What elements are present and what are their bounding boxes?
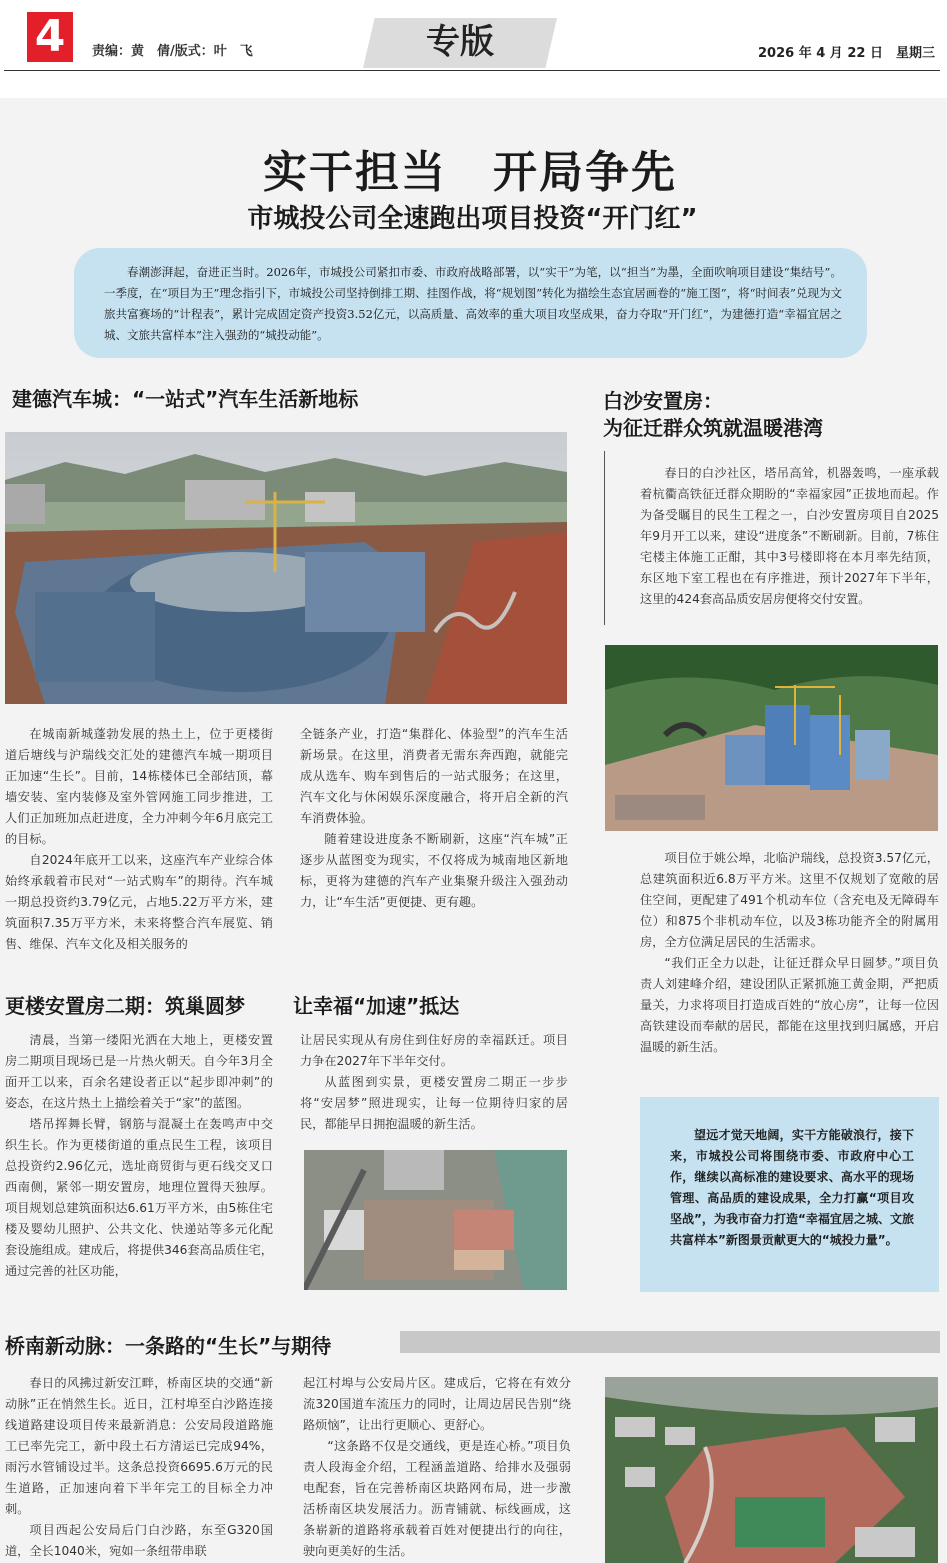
paragraph: 让居民实现从有房住到住好房的幸福跃迁。项目力争在2027年下半年交付。 [300, 1033, 568, 1068]
genglou-section-title: 更楼安置房二期：筑巢圆梦 [5, 994, 245, 1018]
baisha-paragraphs [640, 848, 939, 1058]
column-divider [604, 451, 605, 625]
jiande-section-title: 建德汽车城：“一站式”汽车生活新地标 [12, 387, 359, 411]
paragraph: 随着建设进度条不断刷新，这座“汽车城”正逐步从蓝图变为现实，不仅将成为城南地区新地标，更将为建德的汽车产业集聚升级注入强劲动力，让“车生活”更便捷、更有趣。 [300, 832, 568, 909]
paragraph: “这条路不仅是交通线，更是连心桥。”项目负责人段海金介绍，工程涵盖道路、给排水及强弱电配套，旨在完善桥南区块路网布局，进一步激活桥南区块发展活力。沥青铺就、标线画成，这条崭新的道路将承载着百姓对便捷出行的向往，驶向更美好的生活。 [303, 1439, 571, 1558]
paragraph: 从蓝图到实景，更楼安置房二期正一步步将“安居梦”照进现实，让每一位期待归家的居民，都能早日拥抱温暖的新生活。 [300, 1075, 568, 1131]
paragraph: 自2024年底开工以来，这座汽车产业综合体始终承载着市民对“一站式购车”的期待。汽车城一期总投资约3.79亿元，占地5.22万平方米，建筑面积7.35万平方米，未来将整合汽车展览、销售、维保、汽车文化及相关服务的 [5, 853, 273, 951]
baisha-resettlement-photo [605, 645, 938, 831]
quote-text: 望远才觉天地阔，实干方能破浪行，接下来，市城投公司将围绕市委、市政府中心工作，继续以高标准的建设要求、高水平的现场管理、高品质的建设成果，全力打赢“项目攻坚战”，为我市奋力打造“幸福宜居之城、文旅共富样本”新图景贡献更大的“城投力量”。 [670, 1128, 914, 1247]
baisha-section-title [603, 388, 823, 442]
qiaonan-column-1 [5, 1373, 273, 1562]
page-number: 4 [27, 12, 73, 62]
paragraph: 全链条产业，打造“集群化、体验型”的汽车生活新场景。在这里，消费者无需东奔西跑，就能完成从选车、购车到售后的一站式服务；在这里，汽车文化与休闲娱乐深度融合，将开启全新的汽车消费体验。 [300, 727, 568, 825]
paragraph: 起江村埠与公安局片区。建成后，它将在有效分流320国道车流压力的同时，让周边居民告别“绕路烦恼”，让出行更顺心、更舒心。 [303, 1376, 571, 1432]
jiande-column-1 [5, 724, 273, 955]
genglou-section-title-2: 让幸福“加速”抵达 [293, 994, 460, 1018]
intro-text: 春潮澎湃起，奋进正当时。2026年，市城投公司紧扣市委、市政府战略部署，以“实干”为笔，以“担当”为墨，全面吹响项目建设“集结号”。一季度，在“项目为王”理念指引下，市城投公司坚持倒排工期、挂图作战，将“规划图”转化为描绘生态宜居画卷的“施工图”，将“时间表”兑现为文旅共富赛场的“计程表”，累计完成固定资产投资3.52亿元，以高质量、高效率的重大项目攻坚成果，奋力夺取“开门红”，为建德打造“幸福宜居之城、文旅共富样本”注入强劲的“城投动能”。 [104, 265, 842, 342]
header-divider [4, 70, 940, 71]
qiaonan-section-title: 桥南新动脉：一条路的“生长”与期待 [5, 1334, 332, 1358]
paragraph: 春日的风拂过新安江畔，桥南区块的交通“新动脉”正在悄然生长。近日，江村埠至白沙路连接线道路建设项目传来最新消息：公安局段道路施工已率先完工，新中段土石方清运已完成94%，雨污水管铺设过半。这条总投资6695.6万元的民生道路，正加速向着下半年完工的目标全力冲刺。 [5, 1376, 273, 1516]
paragraph: 在城南新城蓬勃发展的热土上，位于更楼街道后塘线与沪瑞线交汇处的建德汽车城一期项目正加速“生长”。目前，14栋楼体已全部结顶，幕墙安装、室内装修及室外管网施工同步推进，工人们正加班加点赶进度，全力冲刺今年6月底完工的目标。 [5, 727, 273, 846]
baisha-title-line-1: 白沙安置房： [603, 389, 723, 413]
editor-credits: 责编：黄 倩/版式：叶 飞 [92, 44, 253, 59]
paragraph: 项目位于姚公埠，北临沪瑞线，总投资3.57亿元，总建筑面积近6.8万平方米。这里不仅规划了宽敞的居住空间，更配建了491个机动车位（含充电及无障碍车位）和875个非机动车位，以及3栋功能齐全的附属用房，全方位满足居民的生活需求。 [640, 851, 939, 949]
section-title: 专版 [426, 22, 494, 62]
genglou-column-1 [5, 1030, 273, 1282]
headline: 实干担当 开局争先 [263, 147, 677, 198]
qiaonan-column-2 [303, 1373, 571, 1562]
issue-date: 2026 年 4 月 22 日 星期三 [758, 46, 935, 61]
baisha-paragraph-1: 春日的白沙社区，塔吊高耸，机器轰鸣，一座承载着杭衢高铁征迁群众期盼的“幸福家园”正拔地而起。作为备受瞩目的民生工程之一，白沙安置房项目自2025年9月开工以来，建设“进度条”不断刷新。目前，7栋住宅楼主体施工正酣，其中3号楼即将在本月率先结顶，东区地下室工程也在有序推进，预计2027年下半年，这里的424套高品质安居房便将交付安置。 [640, 466, 939, 606]
quote-box [640, 1097, 939, 1292]
section-title-bar [400, 1331, 940, 1353]
genglou-resettlement-photo [304, 1150, 567, 1290]
jiande-column-2 [300, 724, 568, 913]
baisha-title-line-2: 为征迁群众筑就温暖港湾 [603, 416, 823, 440]
section-tab [363, 18, 557, 68]
qiaonan-road-photo [605, 1377, 938, 1563]
paragraph: 塔吊挥舞长臂，钢筋与混凝土在轰鸣声中交织生长。作为更楼街道的重点民生工程，该项目总投资约2.96亿元，选址商贸街与更石线交叉口西南侧，紧邻一期安置房，地理位置得天独厚。项目规划总建筑面积达6.61万平方米，由5栋住宅楼及婴幼儿照护、公共文化、快递站等多元化配套设施组成。建成后，将提供346套高品质住宅，通过完善的社区功能， [5, 1117, 273, 1278]
auto-city-photo [5, 432, 567, 704]
genglou-column-2 [300, 1030, 568, 1135]
subheadline: 市城投公司全速跑出项目投资“开门红” [247, 204, 698, 234]
paragraph: 项目西起公安局后门白沙路，东至G320国道，全长1040米，宛如一条纽带串联 [5, 1523, 273, 1558]
intro-box [74, 248, 867, 358]
paragraph: “我们正全力以赴，让征迁群众早日圆梦。”项目负责人刘建峰介绍，建设团队正紧抓施工黄金期，严把质量关，力求将项目打造成百姓的“放心房”，让每一位因高铁建设而奉献的居民，都能在这里找到归属感，开启温暖的新生活。 [640, 956, 939, 1054]
paragraph: 清晨，当第一缕阳光洒在大地上，更楼安置房二期项目现场已是一片热火朝天。自今年3月全面开工以来，百余名建设者正以“起步即冲刺”的姿态，在这片热土上描绘着关于“家”的蓝图。 [5, 1033, 273, 1110]
